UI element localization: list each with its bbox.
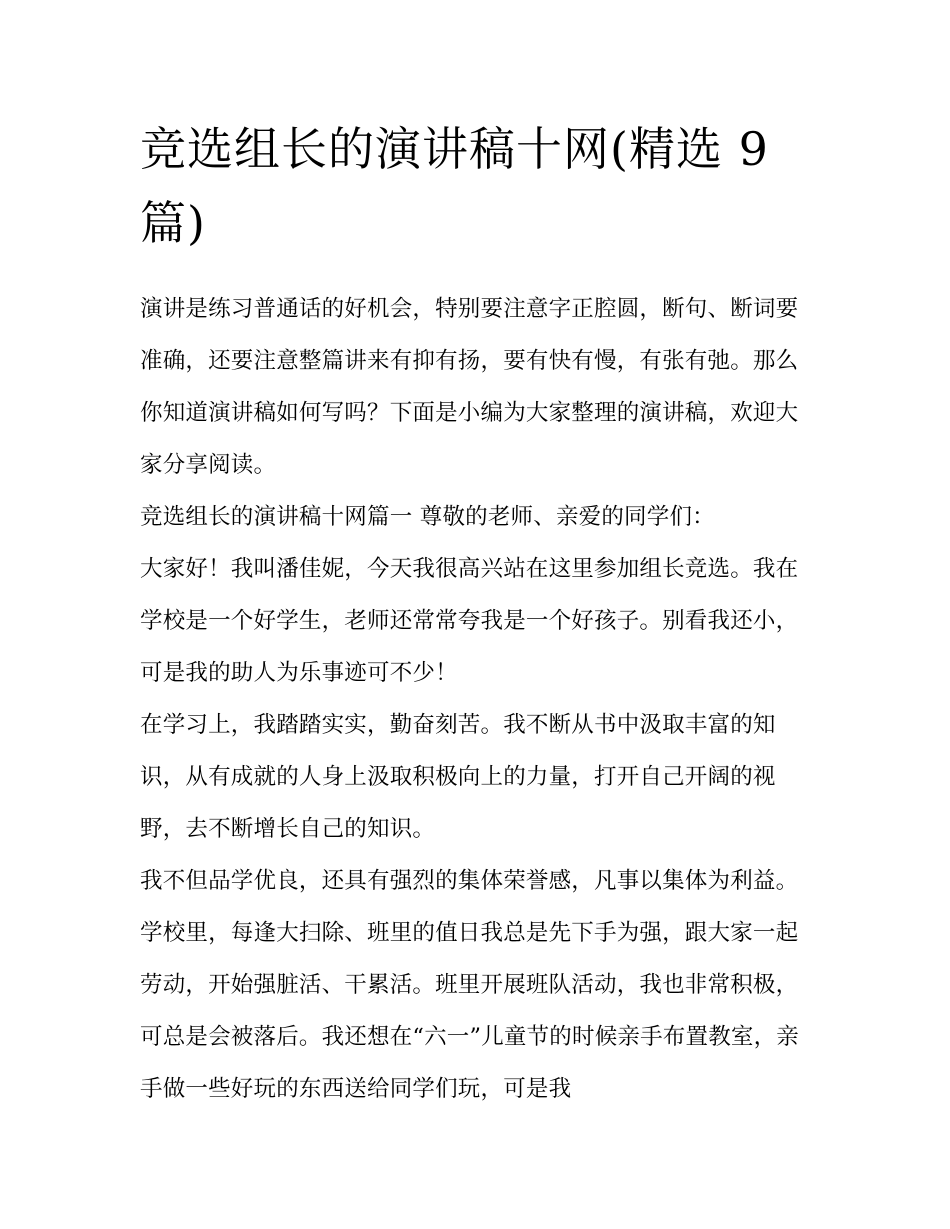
document-title: 竞选组长的演讲稿十网(精选 9 篇) [140, 122, 769, 250]
paragraph-greeting: 大家好！我叫潘佳妮，今天我很高兴站在这里参加组长竞选。我在学校是一个好学生，老师还常常夸我是一个好孩子。别看我还小，可是我的助人为乐事迹可不少！ [140, 556, 799, 686]
paragraph-intro: 演讲是练习普通话的好机会，特别要注意字正腔圆，断句、断词要准确，还要注意整篇讲来有抑有扬，要有快有慢，有张有弛。那么你知道演讲稿如何写吗？下面是小编为大家整理的演讲稿，欢迎大家分享阅读。 [140, 296, 799, 478]
paragraph-study: 在学习上，我踏踏实实，勤奋刻苦。我不断从书中汲取丰富的知识，从有成就的人身上汲取积极向上的力量，打开自己开阔的视野，去不断增长自己的知识。 [140, 712, 776, 842]
paragraph-section-heading: 竞选组长的演讲稿十网篇一 尊敬的老师、亲爱的同学们： [140, 504, 715, 530]
document-body [140, 283, 820, 1115]
paragraph-collective: 我不但品学优良，还具有强烈的集体荣誉感，凡事以集体为利益。学校里，每逢大扫除、班里的值日我总是先下手为强，跟大家一起劳动，开始强脏活、干累活。班里开展班队活动，我也非常积极，可总是会被落后。我还想在“六一”儿童节的时候亲手布置教室，亲手做一些好玩的东西送给同学们玩，可是我 [140, 868, 800, 1102]
